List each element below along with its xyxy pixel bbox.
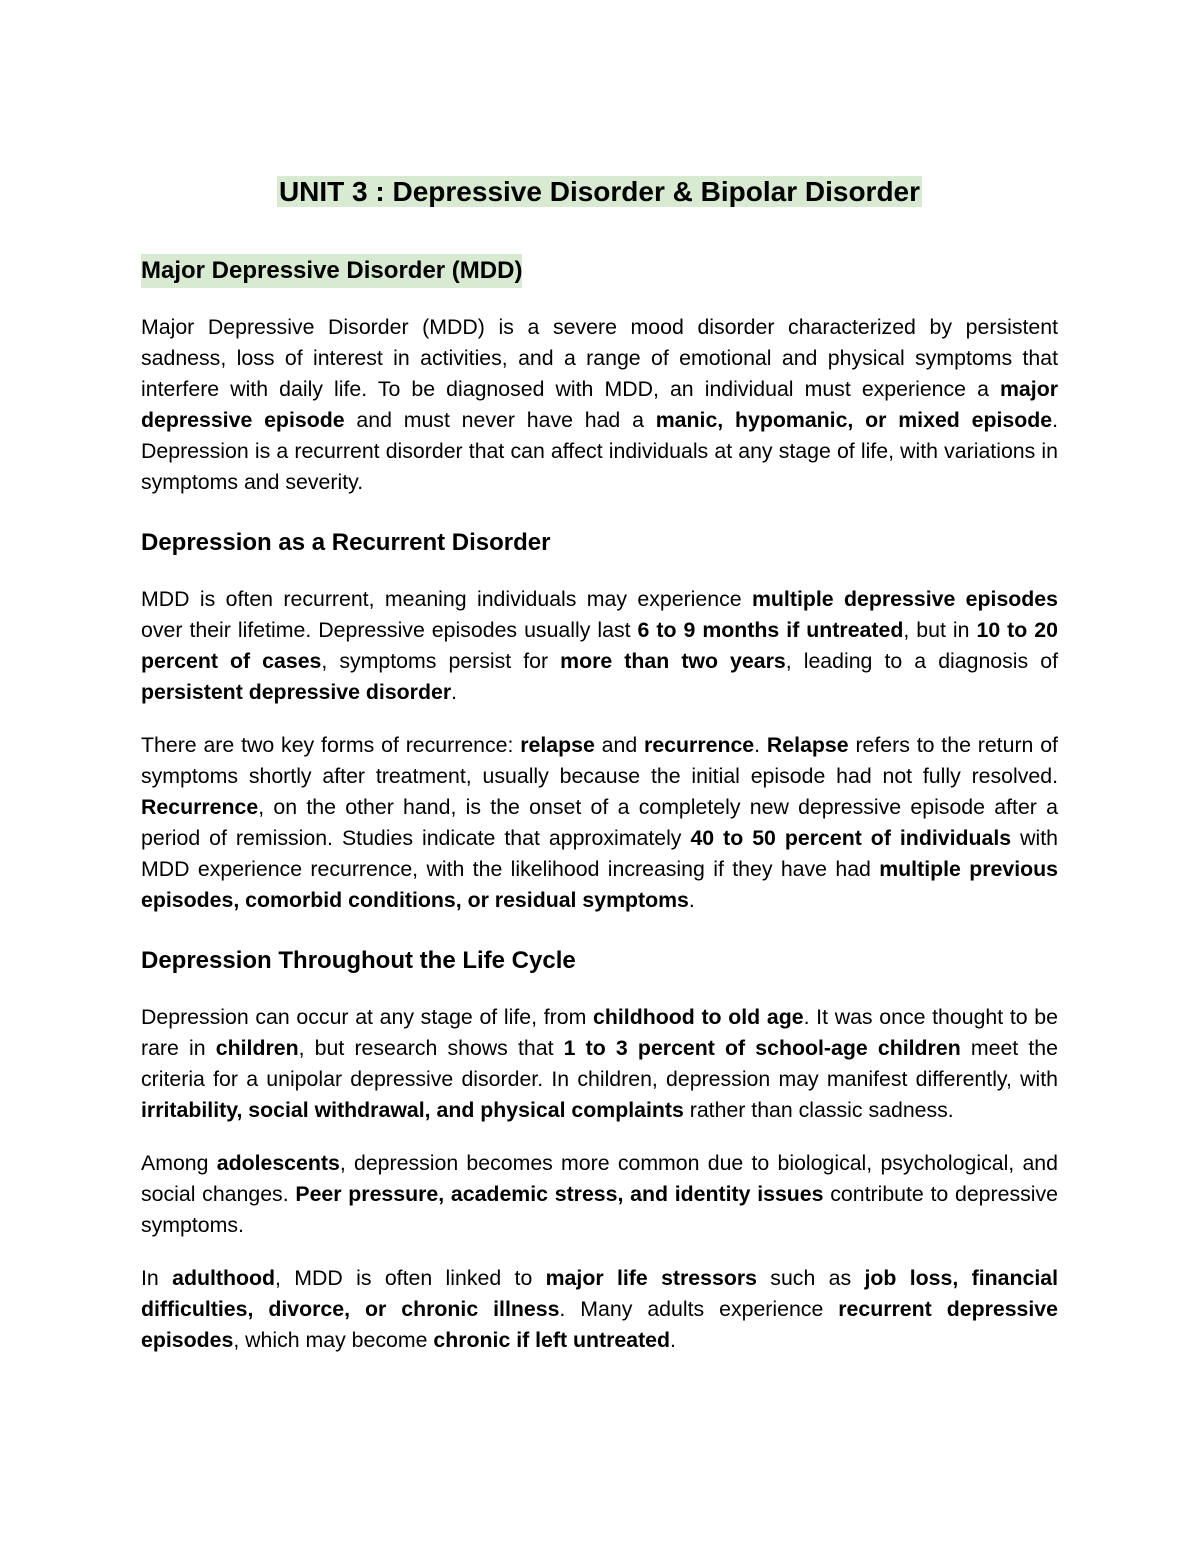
bold-text-run: relapse — [520, 733, 595, 757]
text-run: In — [141, 1266, 173, 1290]
text-run: . Depression is a recurrent disorder that can affect individuals at any stage of life, with variations in symptoms and severity. — [141, 408, 1059, 494]
text-run: . — [754, 733, 767, 757]
bold-text-run: adulthood — [172, 1266, 276, 1290]
bold-text-run: major depressive episode — [141, 377, 1058, 432]
text-run: MDD is often recurrent, meaning individuals may experience — [141, 587, 752, 611]
text-run: meet the criteria for a unipolar depressive disorder. In children, depression may manifest differently, with — [141, 1036, 1058, 1091]
text-run: . Many adults experience — [559, 1297, 839, 1321]
text-run: rather than classic sadness. — [683, 1098, 954, 1122]
text-run: over their lifetime. Depressive episodes usually last — [141, 618, 638, 642]
text-run: refers to the return of symptoms shortly after treatment, usually because the initial episode had not fully resolved. — [141, 733, 1058, 788]
bold-text-run: irritability, social withdrawal, and physical complaints — [141, 1098, 684, 1122]
text-run: and must never have had a — [344, 408, 656, 432]
text-run: . — [451, 680, 458, 704]
bold-text-run: multiple previous episodes, comorbid conditions, or residual symptoms — [141, 857, 1058, 912]
text-run: , depression becomes more common due to biological, psychological, and social changes. — [141, 1151, 1058, 1206]
bold-text-run: persistent depressive disorder — [141, 680, 452, 704]
sections-container — [141, 254, 1058, 1356]
section — [141, 526, 1058, 916]
text-run: , which may become — [233, 1328, 434, 1352]
section-heading: Depression Throughout the Life Cycle — [141, 947, 576, 974]
bold-text-run: chronic if left untreated — [433, 1328, 671, 1352]
bold-text-run: 10 to 20 percent of cases — [141, 618, 1058, 673]
text-run: , but research shows that — [298, 1036, 564, 1060]
text-run: . — [688, 888, 695, 912]
text-run: , symptoms persist for — [321, 649, 561, 673]
bold-text-run: recurrent depressive episodes — [141, 1297, 1058, 1352]
bold-text-run: Peer pressure, academic stress, and identity issues — [295, 1182, 824, 1206]
text-run: Major Depressive Disorder (MDD) is a severe mood disorder characterized by persistent sadness, loss of interest in activities, and a range of emotional and physical symptoms that interfere with daily life. To be diagnosed with MDD, an individual must experience a — [141, 315, 1058, 401]
section-heading: Depression as a Recurrent Disorder — [141, 529, 551, 556]
text-run: , MDD is often linked to — [275, 1266, 546, 1290]
text-run: . — [670, 1328, 676, 1352]
text-run: . It was once thought to be rare in — [141, 1005, 1058, 1060]
text-run: , but in — [903, 618, 977, 642]
text-run: with MDD experience recurrence, with the likelihood increasing if they have had — [141, 826, 1058, 881]
bold-text-run: manic, hypomanic, or mixed episode — [655, 408, 1053, 432]
title-block — [141, 170, 1058, 214]
bold-text-run: major life stressors — [545, 1266, 757, 1290]
text-run: There are two key forms of recurrence: — [141, 733, 521, 757]
bold-text-run: job loss, financial difficulties, divorce, or chronic illness — [141, 1266, 1059, 1321]
bold-text-run: children — [215, 1036, 299, 1060]
section — [141, 254, 1058, 498]
paragraph — [141, 730, 1058, 916]
bold-text-run: 1 to 3 percent of school-age children — [563, 1036, 961, 1060]
paragraph — [141, 1002, 1058, 1126]
paragraph — [141, 1148, 1058, 1241]
text-run: , leading to a diagnosis of — [785, 649, 1058, 673]
bold-text-run: Relapse — [766, 733, 849, 757]
document-body — [141, 170, 1058, 1356]
text-run: , on the other hand, is the onset of a completely new depressive episode after a period of remission. Studies indicate that approximately — [141, 795, 1058, 850]
bold-text-run: adolescents — [216, 1151, 340, 1175]
bold-text-run: Recurrence — [141, 795, 259, 819]
document-title: UNIT 3 : Depressive Disorder & Bipolar Disorder — [278, 176, 921, 207]
bold-text-run: more than two years — [560, 649, 786, 673]
text-run: Depression can occur at any stage of life, from — [141, 1005, 594, 1029]
bold-text-run: childhood to old age — [593, 1005, 804, 1029]
paragraph — [141, 312, 1058, 498]
section-heading: Major Depressive Disorder (MDD) — [141, 254, 522, 288]
section — [141, 944, 1058, 1356]
bold-text-run: multiple depressive episodes — [751, 587, 1058, 611]
bold-text-run: 6 to 9 months if untreated — [637, 618, 904, 642]
text-run: and — [594, 733, 645, 757]
text-run: contribute to depressive symptoms. — [141, 1182, 1058, 1237]
bold-text-run: 40 to 50 percent of individuals — [690, 826, 1012, 850]
bold-text-run: recurrence — [644, 733, 755, 757]
paragraph — [141, 584, 1058, 708]
paragraph — [141, 1263, 1058, 1356]
text-run: such as — [756, 1266, 865, 1290]
text-run: Among — [141, 1151, 217, 1175]
